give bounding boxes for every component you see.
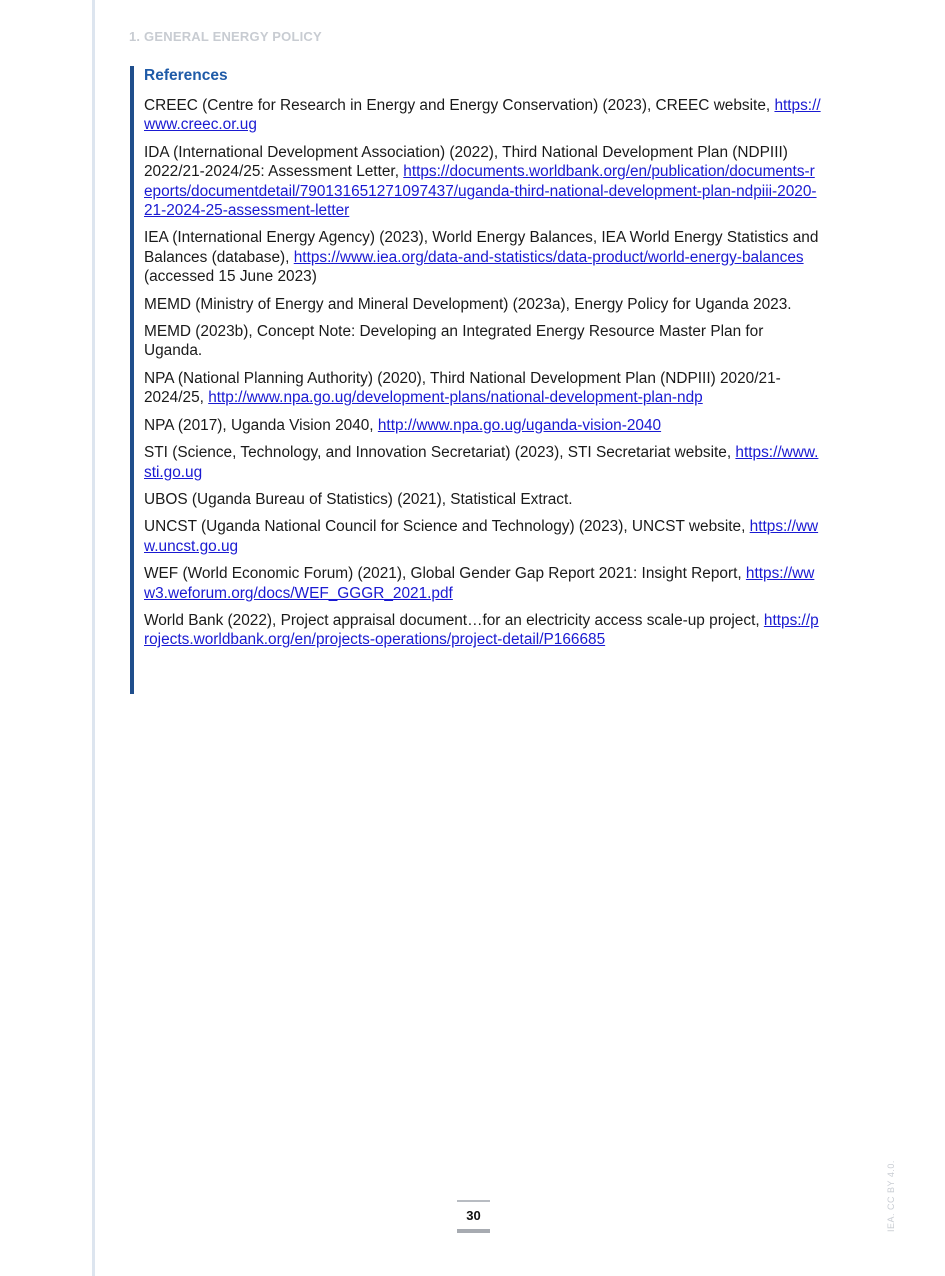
reference-link[interactable]: https://www.iea.org/data-and-statistics/data-product/world-energy-balances bbox=[293, 248, 804, 266]
reference-item bbox=[144, 228, 822, 286]
reference-item bbox=[144, 611, 822, 650]
reference-text: NPA (2017), Uganda Vision 2040, bbox=[144, 416, 378, 434]
running-header: 1. GENERAL ENERGY POLICY bbox=[129, 29, 322, 44]
reference-text: World Bank (2022), Project appraisal document…for an electricity access scale-up project, bbox=[144, 611, 764, 629]
reference-text: CREEC (Centre for Research in Energy and Energy Conservation) (2023), CREEC website, bbox=[144, 97, 775, 114]
reference-item bbox=[144, 143, 822, 221]
page-margin-rule bbox=[92, 0, 95, 1276]
reference-text: STI (Science, Technology, and Innovation Secretariat) (2023), STI Secretariat website, bbox=[144, 444, 736, 462]
reference-item bbox=[144, 369, 822, 408]
reference-text: UBOS (Uganda Bureau of Statistics) (2021), Statistical Extract. bbox=[144, 490, 573, 508]
reference-item bbox=[144, 490, 822, 509]
reference-item bbox=[144, 564, 822, 603]
reference-link[interactable]: http://www.npa.go.ug/uganda-vision-2040 bbox=[377, 416, 662, 434]
references-title: References bbox=[144, 67, 228, 84]
reference-text: UNCST (Uganda National Council for Science and Technology) (2023), UNCST website, bbox=[144, 518, 750, 536]
reference-text: IDA (International Development Association) (2022), Third National Development Plan (NDPIII) 2022/21-2024/25: Assessment Letter, bbox=[144, 143, 788, 181]
reference-item bbox=[144, 96, 822, 135]
references-box bbox=[130, 66, 822, 694]
reference-item bbox=[144, 322, 822, 361]
reference-link[interactable]: http://www.npa.go.ug/development-plans/national-development-plan-ndp bbox=[208, 389, 703, 407]
reference-item bbox=[144, 443, 822, 482]
references-list bbox=[144, 96, 822, 650]
reference-link[interactable]: https://www.uncst.go.ug bbox=[144, 518, 819, 555]
reference-link[interactable]: https://www3.weforum.org/docs/WEF_GGGR_2021.pdf bbox=[144, 565, 815, 602]
reference-text: IEA (International Energy Agency) (2023), World Energy Balances, IEA World Energy Statistics and Balances (database), bbox=[144, 229, 819, 266]
reference-item bbox=[144, 416, 822, 435]
reference-link[interactable]: https://projects.worldbank.org/en/projects-operations/project-detail/P166685 bbox=[144, 611, 819, 649]
reference-suffix: (accessed 15 June 2023) bbox=[144, 268, 317, 286]
reference-text: WEF (World Economic Forum) (2021), Global Gender Gap Report 2021: Insight Report, bbox=[144, 565, 746, 583]
reference-item bbox=[144, 517, 822, 556]
reference-text: MEMD (2023b), Concept Note: Developing an Integrated Energy Resource Master Plan for Uganda. bbox=[144, 323, 764, 360]
reference-link[interactable]: https://documents.worldbank.org/en/publication/documents-reports/documentdetail/790131651271097437/uganda-third-national-development-plan-ndpiii-2020-21-2024-25-assessment-letter bbox=[144, 163, 817, 220]
reference-item bbox=[144, 295, 822, 314]
reference-text: NPA (National Planning Authority) (2020), Third National Development Plan (NDPIII) 2020/21-2024/25, bbox=[144, 369, 781, 407]
reference-link[interactable]: https://www.sti.go.ug bbox=[144, 444, 819, 481]
reference-text: MEMD (Ministry of Energy and Mineral Development) (2023a), Energy Policy for Uganda 2023. bbox=[144, 295, 792, 313]
reference-link[interactable]: https://www.creec.or.ug bbox=[144, 97, 821, 134]
page-number: 30 bbox=[457, 1200, 490, 1233]
license-watermark: IEA. CC BY 4.0. bbox=[886, 1160, 896, 1232]
